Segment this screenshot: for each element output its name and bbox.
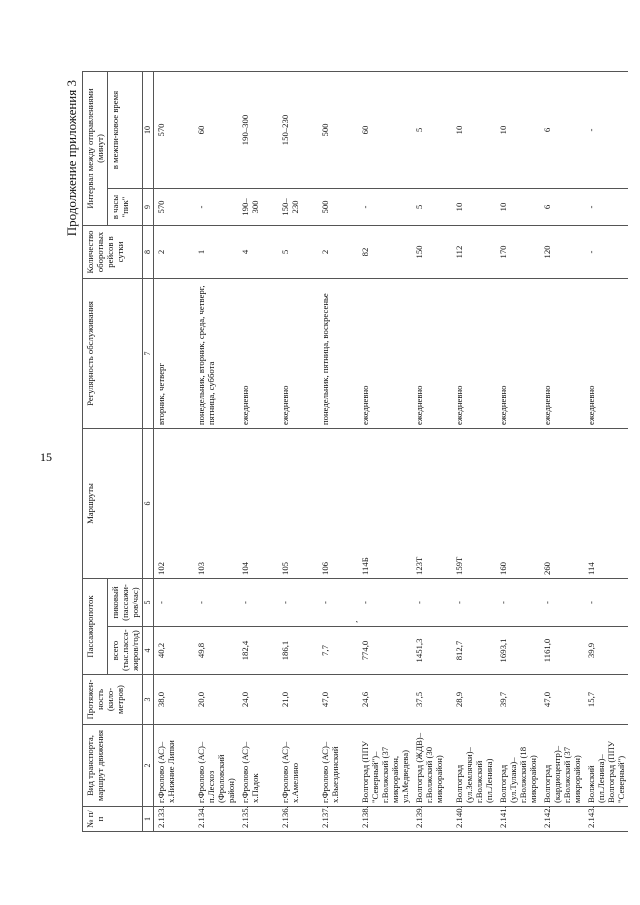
cell-flow-total: 1693,1 — [496, 627, 540, 675]
table-row — [358, 72, 412, 832]
col-number: 3 — [143, 675, 154, 725]
cell-flow-total: 186,1 — [278, 627, 318, 675]
cell-interval-peak: 190–300 — [238, 189, 278, 226]
cell-flow-peak: - — [194, 579, 238, 627]
cell-trips: 150 — [412, 226, 452, 279]
cell-trips: 4 — [238, 226, 278, 279]
col-number: 4 — [143, 627, 154, 675]
cell-flow-peak: - — [452, 579, 496, 627]
table-row — [238, 72, 278, 832]
header-route: Вид транспорта, маршрут движения — [83, 725, 143, 807]
cell-trips: 1 — [194, 226, 238, 279]
cell-routes: 114Б — [358, 429, 412, 579]
col-number: 6 — [143, 429, 154, 579]
header-interval: Интервал между отправлениями (минут) — [83, 72, 108, 226]
cell-route: Волгоград (ул.Тулака)–г.Волжский (18 микрорайон) — [496, 725, 540, 807]
cell-routes: 103 — [194, 429, 238, 579]
cell-interval-offpeak: 570 — [154, 72, 195, 189]
cell-num: 2.136. — [278, 807, 318, 832]
cell-interval-offpeak: 190–300 — [238, 72, 278, 189]
cell-routes: 123Т — [412, 429, 452, 579]
cell-trips: 120 — [540, 226, 584, 279]
cell-length: 39,7 — [496, 675, 540, 725]
cell-regularity: ежедневно — [496, 279, 540, 429]
table-row — [278, 72, 318, 832]
appendix-label: Продолжение приложения 3 — [64, 80, 79, 237]
col-number: 9 — [143, 189, 154, 226]
cell-length: 20,0 — [194, 675, 238, 725]
cell-interval-peak: 10 — [452, 189, 496, 226]
cell-trips: 112 — [452, 226, 496, 279]
cell-interval-peak: 500 — [318, 189, 358, 226]
cell-trips: 82 — [358, 226, 412, 279]
cell-flow-peak: - — [584, 579, 628, 627]
cell-length: 21,0 — [278, 675, 318, 725]
cell-route: Волжский (пл.Ленина)–Волгоград (ППУ "Северный") — [584, 725, 628, 807]
cell-num: 2.142. — [540, 807, 584, 832]
cell-regularity: вторник, четверг — [154, 279, 195, 429]
cell-flow-peak: - — [358, 579, 412, 627]
rotated-sheet — [60, 72, 626, 832]
table-row — [154, 72, 195, 832]
header-routes: Маршруты — [83, 429, 143, 579]
cell-route: Волгоград (ППУ "Северный")–г.Волжский (37 микрорайон, ул.Медведева) — [358, 725, 412, 807]
cell-interval-peak: 6 — [540, 189, 584, 226]
cell-length: 15,7 — [584, 675, 628, 725]
cell-flow-total: 7,7 — [318, 627, 358, 675]
table-row — [318, 72, 358, 832]
cell-num: 2.138. — [358, 807, 412, 832]
table-row — [540, 72, 584, 832]
cell-num: 2.135. — [238, 807, 278, 832]
cell-routes: 159Т — [452, 429, 496, 579]
cell-trips: 2 — [154, 226, 195, 279]
col-number: 1 — [143, 807, 154, 832]
cell-regularity: ежедневно — [358, 279, 412, 429]
cell-routes: 105 — [278, 429, 318, 579]
cell-route: г.Фролово (АС)–х.Падок — [238, 725, 278, 807]
cell-flow-peak: - — [238, 579, 278, 627]
cell-num: 2.133. — [154, 807, 195, 832]
cell-regularity: понедельник, вторник, среда, четверг, пятница, суббота — [194, 279, 238, 429]
cell-routes: 104 — [238, 429, 278, 579]
cell-route: г.Фролово (АС)–п.Лесхоз (Фроловский район) — [194, 725, 238, 807]
page-number: 15 — [40, 450, 52, 464]
header-flow-total: всего (тыс.пасса-жиров/год) — [108, 627, 143, 675]
cell-interval-offpeak: 500 — [318, 72, 358, 189]
cell-routes: 160 — [496, 429, 540, 579]
cell-routes: 114 — [584, 429, 628, 579]
header-flow-peak: пиковый (пассажи-ров/час) — [108, 579, 143, 627]
routes-table — [82, 71, 628, 832]
cell-length: 37,5 — [412, 675, 452, 725]
table-row — [194, 72, 238, 832]
cell-num: 2.134. — [194, 807, 238, 832]
cell-interval-offpeak: 10 — [496, 72, 540, 189]
cell-flow-total: 39,9 — [584, 627, 628, 675]
header-trips: Количество оборотных рейсов в сутки — [83, 226, 143, 279]
cell-flow-peak: - — [540, 579, 584, 627]
cell-flow-peak: - — [412, 579, 452, 627]
cell-interval-peak: - — [194, 189, 238, 226]
col-number: 8 — [143, 226, 154, 279]
cell-trips: 170 — [496, 226, 540, 279]
cell-route: Волгоград (ул.Землячки)–г.Волжский (пл.Ленина) — [452, 725, 496, 807]
cell-interval-offpeak: - — [584, 72, 628, 189]
cell-interval-offpeak: 5 — [412, 72, 452, 189]
cell-flow-peak: - — [318, 579, 358, 627]
cell-regularity: ежедневно — [584, 279, 628, 429]
cell-routes: 102 — [154, 429, 195, 579]
cell-flow-peak: - — [278, 579, 318, 627]
cell-regularity: ежедневно — [278, 279, 318, 429]
cell-interval-offpeak: 10 — [452, 72, 496, 189]
table-row — [496, 72, 540, 832]
header-interval-peak: в часы "пик" — [108, 189, 143, 226]
cell-flow-total: 812,7 — [452, 627, 496, 675]
col-number: 2 — [143, 725, 154, 807]
table-row — [584, 72, 628, 832]
cell-flow-total: 49,8 — [194, 627, 238, 675]
header-length: Протяжен-ность (кило-метров) — [83, 675, 143, 725]
cell-flow-total: 1161,0 — [540, 627, 584, 675]
cell-flow-peak: - — [154, 579, 195, 627]
cell-trips: - — [584, 226, 628, 279]
cell-num: 2.140. — [452, 807, 496, 832]
col-number: 10 — [143, 72, 154, 189]
table-row — [412, 72, 452, 832]
stray-mark: , — [349, 618, 360, 624]
header-interval-offpeak: в межпи-ковое время — [108, 72, 143, 189]
cell-flow-total: 182,4 — [238, 627, 278, 675]
cell-route: г.Фролово (АС)–х.Нижние Липки — [154, 725, 195, 807]
cell-flow-peak: - — [496, 579, 540, 627]
cell-route: Волгоград (ЖДВ)–г.Волжский (30 микрорайон) — [412, 725, 452, 807]
cell-num: 2.139. — [412, 807, 452, 832]
cell-interval-peak: 10 — [496, 189, 540, 226]
cell-num: 2.141. — [496, 807, 540, 832]
col-number: 7 — [143, 279, 154, 429]
cell-trips: 5 — [278, 226, 318, 279]
cell-length: 24,6 — [358, 675, 412, 725]
header-regularity: Регулярность обслуживания — [83, 279, 143, 429]
cell-routes: 260 — [540, 429, 584, 579]
cell-trips: 2 — [318, 226, 358, 279]
cell-length: 24,0 — [238, 675, 278, 725]
cell-regularity: ежедневно — [412, 279, 452, 429]
cell-regularity: понедельник, пятница, воскресенье — [318, 279, 358, 429]
cell-num: 2.137. — [318, 807, 358, 832]
cell-interval-offpeak: 60 — [194, 72, 238, 189]
cell-flow-total: 40,2 — [154, 627, 195, 675]
cell-flow-total: 774,0 — [358, 627, 412, 675]
cell-route: г.Фролово (АС)–х.Выездинский — [318, 725, 358, 807]
cell-length: 28,9 — [452, 675, 496, 725]
cell-route: Волгоград (кардиоцентр)–г.Волжский (37 микрорайон) — [540, 725, 584, 807]
cell-length: 38,0 — [154, 675, 195, 725]
cell-length: 47,0 — [318, 675, 358, 725]
cell-interval-peak: - — [358, 189, 412, 226]
cell-interval-offpeak: 60 — [358, 72, 412, 189]
header-flow: Пассажиропоток — [83, 579, 108, 675]
cell-interval-peak: - — [584, 189, 628, 226]
cell-interval-offpeak: 150–230 — [278, 72, 318, 189]
cell-interval-peak: 5 — [412, 189, 452, 226]
cell-interval-peak: 150–230 — [278, 189, 318, 226]
cell-num: 2.143. — [584, 807, 628, 832]
col-number: 5 — [143, 579, 154, 627]
cell-route: г.Фролово (АС)–х.Амелино — [278, 725, 318, 807]
cell-flow-total: 1451,3 — [412, 627, 452, 675]
table-row — [452, 72, 496, 832]
cell-length: 47,0 — [540, 675, 584, 725]
cell-routes: 106 — [318, 429, 358, 579]
cell-regularity: ежедневно — [452, 279, 496, 429]
cell-regularity: ежедневно — [238, 279, 278, 429]
cell-interval-peak: 570 — [154, 189, 195, 226]
header-num: № п/п — [83, 807, 143, 832]
cell-regularity: ежедневно — [540, 279, 584, 429]
cell-interval-offpeak: 6 — [540, 72, 584, 189]
